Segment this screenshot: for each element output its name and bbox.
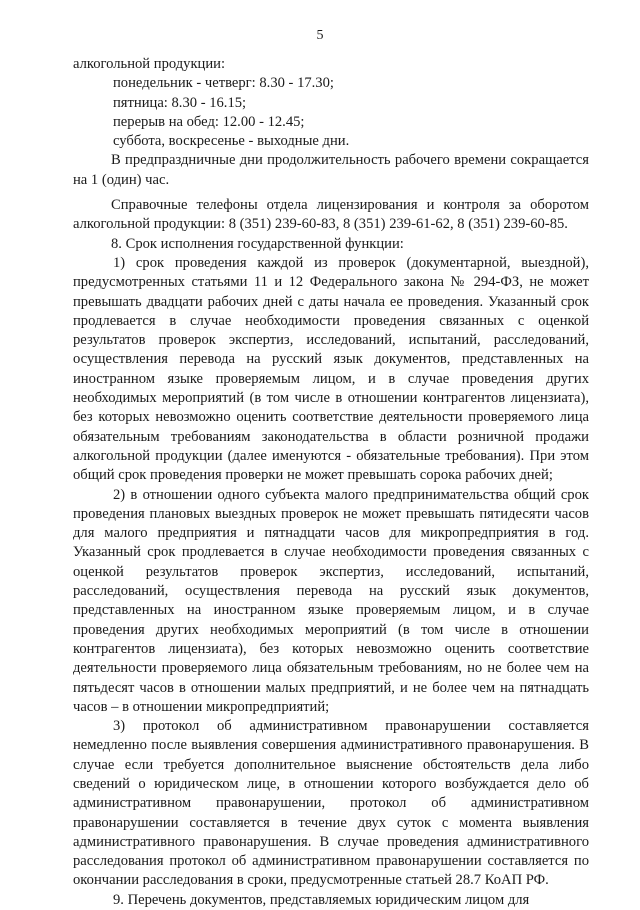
schedule-intro-line: алкогольной продукции: [73,56,226,72]
document-body [73,55,589,910]
schedule-weekend: суббота, воскресенье - выходные дни. [113,133,350,150]
preholiday-paragraph: В предпраздничные дни продолжительность рабочего времени сокращается на 1 (один) час. [73,152,589,188]
schedule-friday: пятница: 8.30 - 16.15; [113,94,247,111]
section-9-heading: 9. Перечень документов, представляемых юридическим лицом для [113,891,530,908]
item-2-paragraph: 2) в отношении одного субъекта малого предпринимательства общий срок проведения плановых выездных проверок не может превышать пятидесяти часов для малого предприятия и пятнадцати часов для микропредприятия в год. Указанный срок продлевается в случае необходимости проведения связанных с оценкой результатов проверок экспертиз, исследований, испытаний, расследований, осуществления перевода на русский язык документов, представленных на иностранном языке проверяемым лицом, и в случае проведения других необходимых мероприятий (в том числе в отношении контрагентов лицензиата), без которых невозможно оценить соответствие деятельности проверяемого лица обязательным требованиям, но не более чем на пятьдесят часов в отношении малых предприятий, и не более чем на пятнадцать часов – в отношении микропредприятий; [73,486,589,715]
phones-paragraph: Справочные телефоны отдела лицензирования и контроля за оборотом алкогольной продукции: 8 (351) 239-60-83, 8 (351) 239-61-62, 8 (351) 239-60-85. [73,197,589,233]
schedule-lunch-break: перерыв на обед: 12.00 - 12.45; [113,113,305,130]
section-8-heading: 8. Срок исполнения государственной функции: [111,235,404,252]
schedule-mon-thu: понедельник - четверг: 8.30 - 17.30; [113,75,334,92]
item-1-paragraph: 1) срок проведения каждой из проверок (документарной, выездной), предусмотренных статьями 11 и 12 Федерального закона № 294-ФЗ, не может превышать двадцати рабочих дней с даты начала ее проведения. Указанный срок продлевается в случае необходимости проведения связанных с оценкой результатов проверок экспертиз, исследований, испытаний, расследований, осуществления перевода на русский язык документов, представленных на иностранном языке проверяемым лицом, и в случае проведения других необходимых мероприятий (в том числе в отношении контрагентов лицензиата), без которых невозможно оценить соответствие деятельности проверяемого лица обязательным требованиям законодательства в области розничной продажи алкогольной продукции (далее именуются - обязательные требования). При этом общий срок проведения проверки не может превышать сорока рабочих дней; [73,254,589,484]
item-3-paragraph: 3) протокол об административном правонарушении составляется немедленно после выявления совершения административного правонарушения. В случае если требуется дополнительное выяснение обстоятельств дела либо сведений о юридическом лице, в отношении которого возбуждается дело об административном правонарушении, протокол об административном правонарушении составляется в течение двух суток с момента выявления административного правонарушения. В случае проведения административного расследования протокол об административном правонарушении составляется по окончании расследования в сроки, предусмотренные статьей 28.7 КоАП РФ. [73,718,589,889]
page-number: 5 [316,28,324,43]
